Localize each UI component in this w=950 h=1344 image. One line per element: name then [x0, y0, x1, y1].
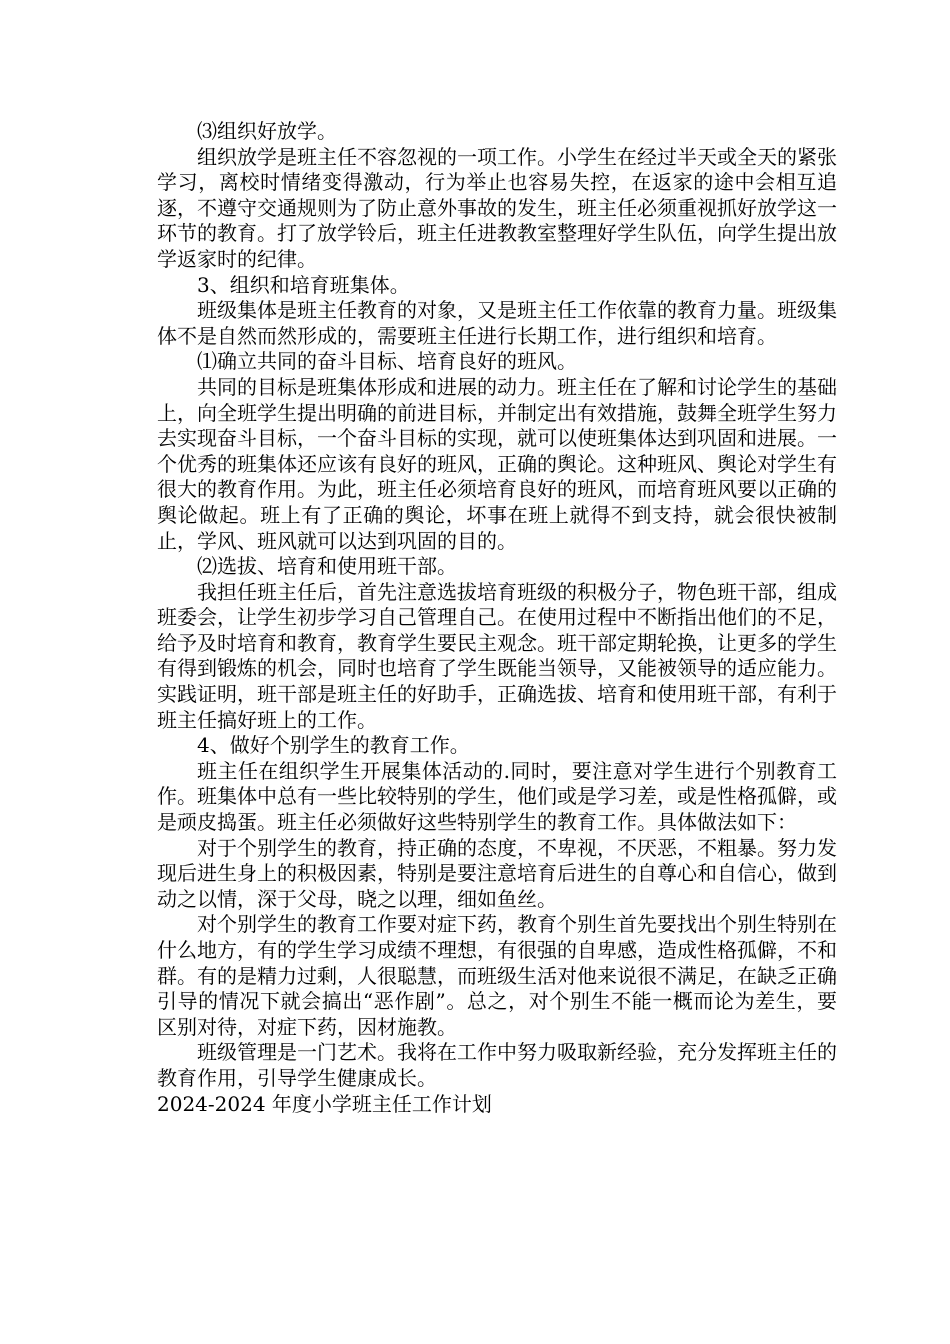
paragraph-2: 组织放学是班主任不容忽视的一项工作。小学生在经过半天或全天的紧张学习，离校时情绪变得激动，行为举止也容易失控，在返家的途中会相互追逐，不遵守交通规则为了防止意外事故的发生，班主任必须重视抓好放学这一环节的教育。打了放学铃后，班主任进教教室整理好学生队伍，向学生提出放学返家时的纪律。: [157, 144, 837, 271]
paragraph-4: 班级集体是班主任教育的对象，又是班主任工作依靠的教育力量。班级集体不是自然而然形成的，需要班主任进行长期工作，进行组织和培育。: [157, 298, 837, 348]
paragraph-11: 对于个别学生的教育，持正确的态度，不卑视，不厌恶，不粗暴。努力发现后进生身上的积极因素，特别是要注意培育后进生的自尊心和自信心，做到动之以情，深于父母，晓之以理，细如鱼丝。: [157, 835, 837, 911]
paragraph-8: 我担任班主任后，首先注意选拔培育班级的积极分子，物色班干部，组成班委会，让学生初步学习自己管理自己。在使用过程中不断指出他们的不足，给予及时培育和教育，教育学生要民主观念。班干部定期轮换，让更多的学生有得到锻炼的机会，同时也培育了学生既能当领导，又能被领导的适应能力。实践证明，班干部是班主任的好助手，正确选拔、培育和使用班干部，有利于班主任搞好班上的工作。: [157, 579, 837, 732]
paragraph-9: 4、做好个别学生的教育工作。: [197, 733, 470, 758]
paragraph-10: 班主任在组织学生开展集体活动的.同时，要注意对学生进行个别教育工作。班集体中总有一些比较特别的学生，他们或是学习差，或是性格孤僻，或是顽皮捣蛋。班主任必须做好这些特别学生的教育工作。具体做法如下：: [157, 758, 837, 835]
section-title: 2024-2024 年度小学班主任工作计划: [157, 1091, 492, 1116]
paragraph-7: ⑵选拔、培育和使用班干部。: [197, 554, 457, 579]
paragraph-12: 对个别学生的教育工作要对症下药，教育个别生首先要找出个别生特别在什么地方，有的学生学习成绩不理想，有很强的自卑感，造成性格孤僻，不和群。有的是精力过剩，人很聪慧，而班级生活对他来说很不满足，在缺乏正确引导的情况下就会搞出“恶作剧”。总之，对个别生不能一概而论为差生，要区别对待，对症下药，因材施教。: [157, 912, 837, 1039]
paragraph-13: 班级管理是一门艺术。我将在工作中努力吸取新经验，充分发挥班主任的教育作用，引导学生健康成长。: [157, 1040, 837, 1090]
paragraph-1: ⑶组织好放学。: [197, 119, 337, 143]
paragraph-5: ⑴确立共同的奋斗目标、培育良好的班风。: [197, 349, 577, 374]
paragraph-3: 3、组织和培育班集体。: [197, 272, 410, 297]
document-body: [157, 119, 837, 1117]
paragraph-6: 共同的目标是班集体形成和进展的动力。班主任在了解和讨论学生的基础上，向全班学生提出明确的前进目标，并制定出有效措施，鼓舞全班学生努力去实现奋斗目标，一个奋斗目标的实现，就可以使班集体达到巩固和进展。一个优秀的班集体还应该有良好的班风，正确的舆论。这种班风、舆论对学生有很大的教育作用。为此，班主任必须培育良好的班风，而培育班风要以正确的舆论做起。班上有了正确的舆论，坏事在班上就得不到支持，就会很快被制止，学风、班风就可以达到巩固的目的。: [157, 374, 837, 553]
